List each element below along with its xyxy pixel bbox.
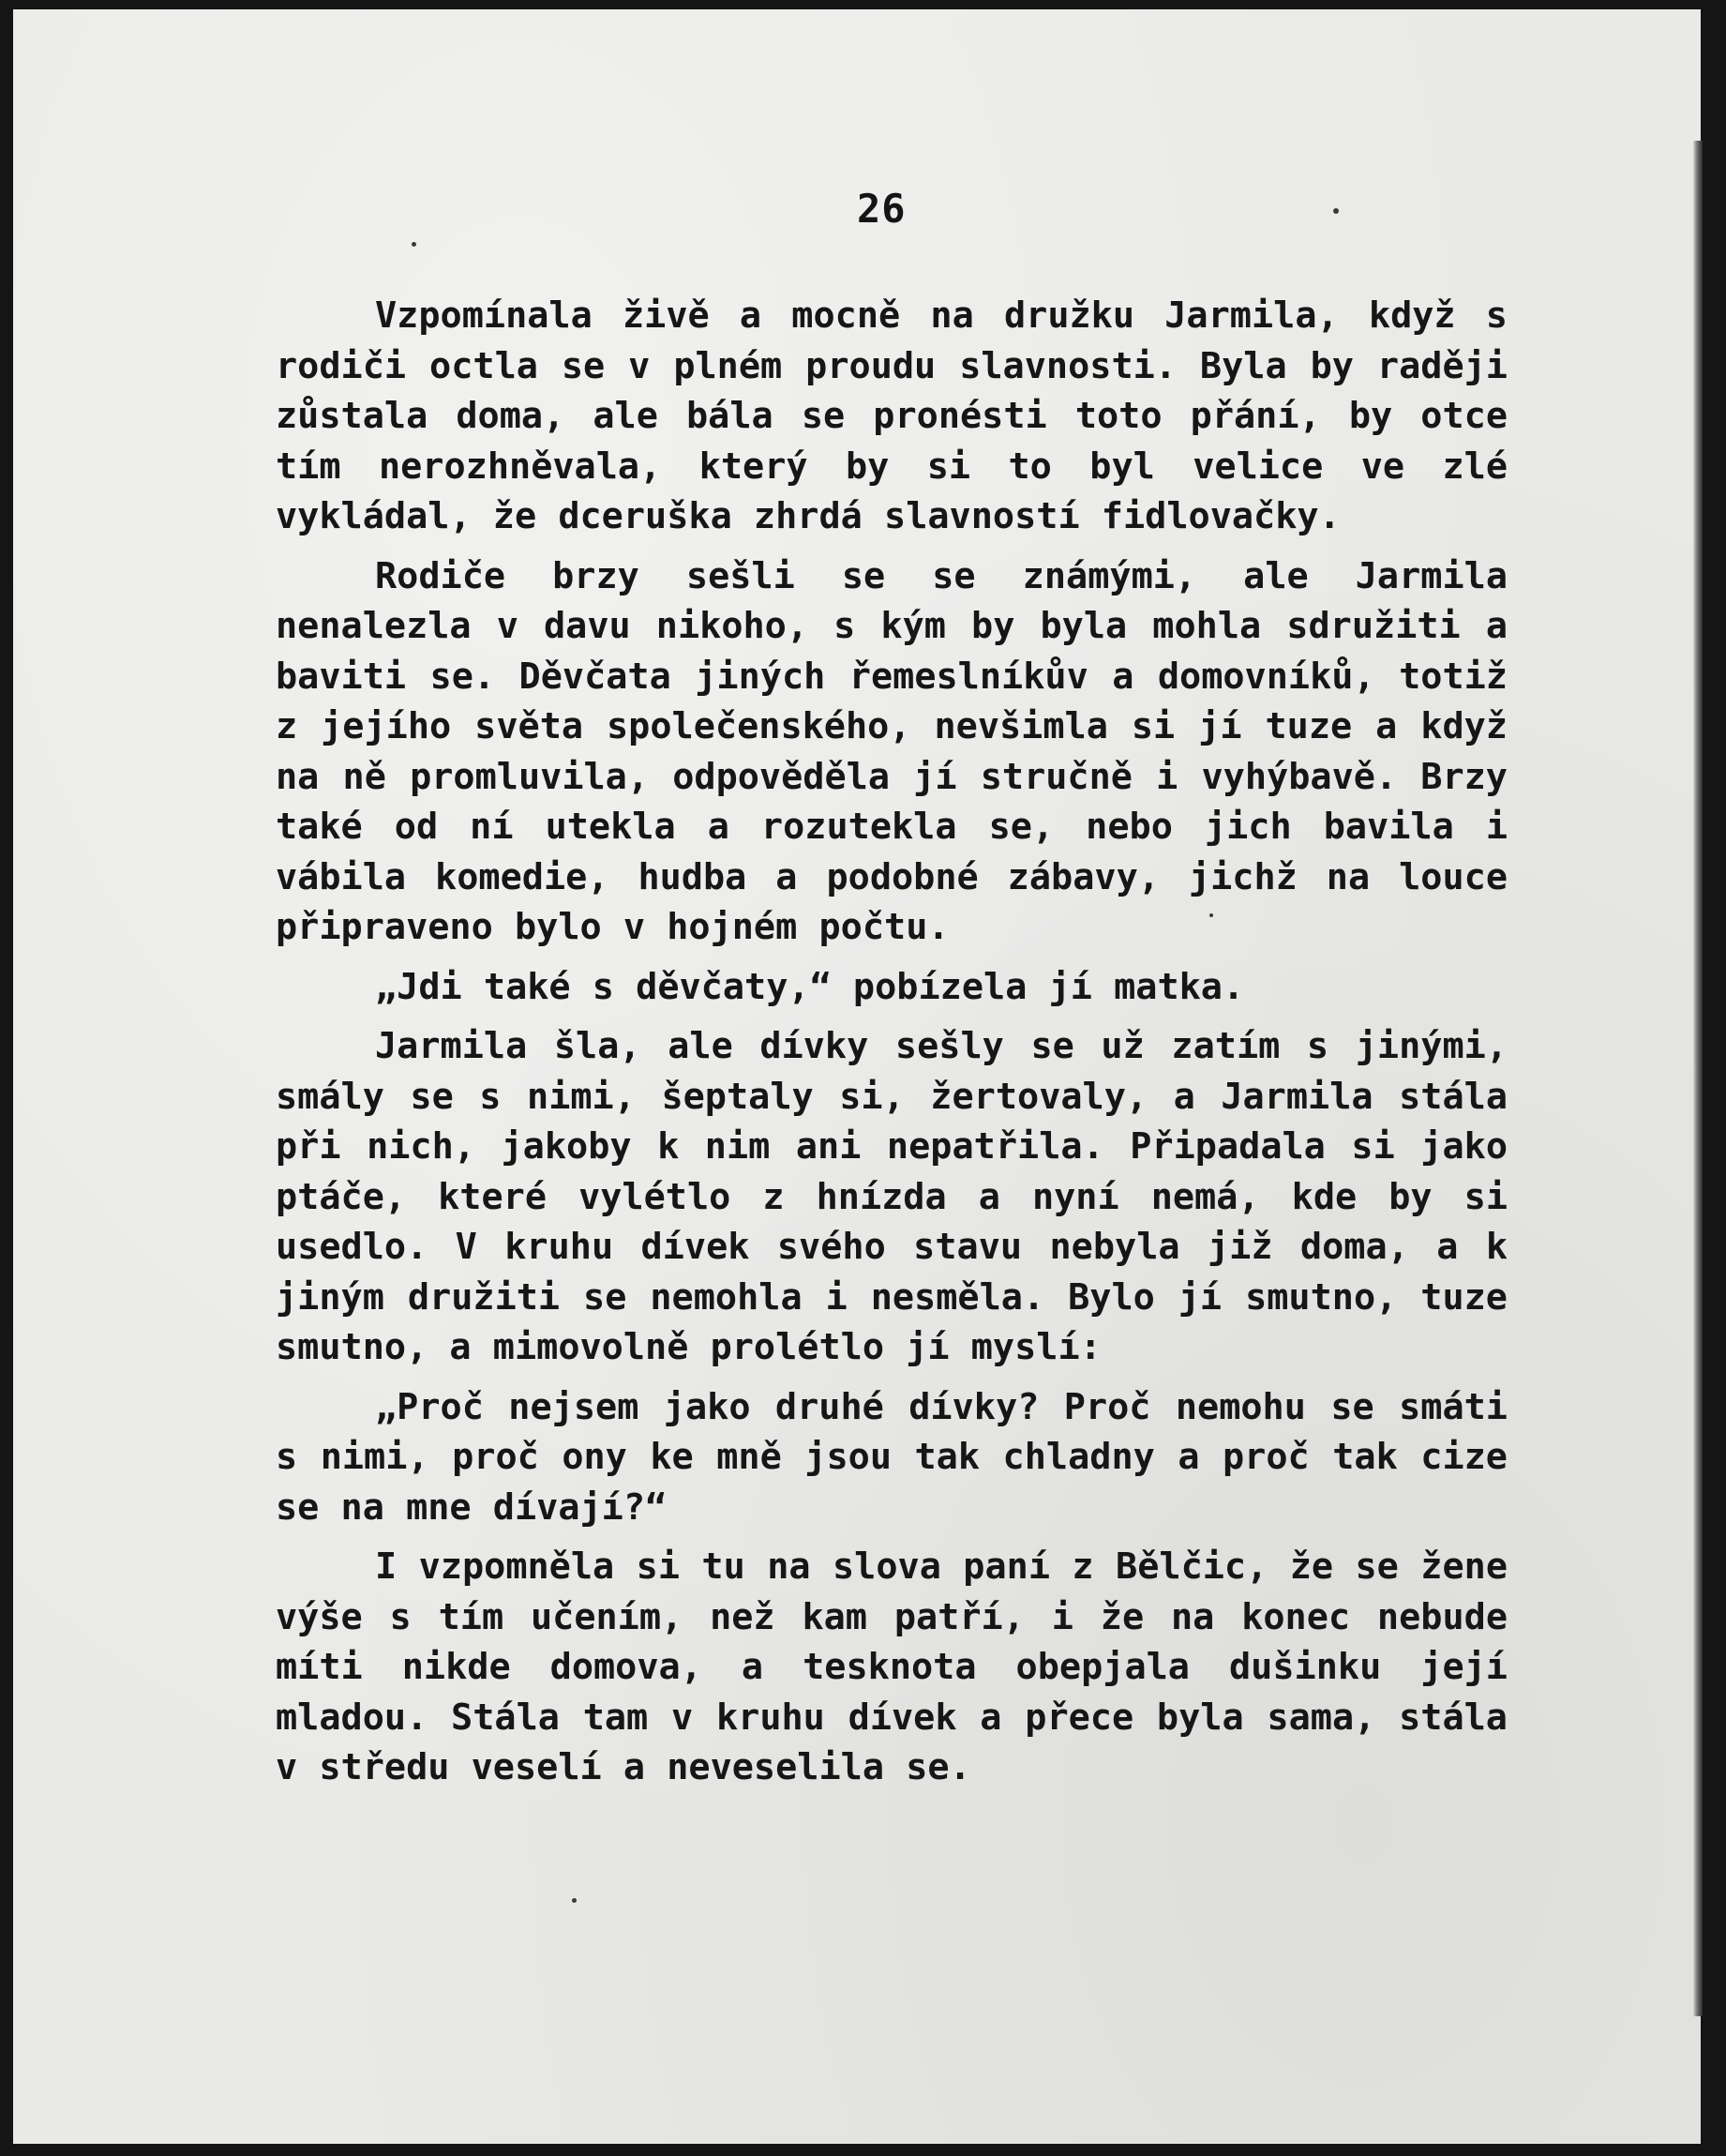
paragraph-1: Vzpomínala živě a mocně na družku Jarmila, když s rodiči octla se v plném proudu slavnosti. Byla by raději zůstala doma, ale bála se pronésti toto přání, by otce tím nerozhněvala, který by si to byl velice ve zlé vykládal, že dceruška zhrdá slavností fidlovačky. [276,294,1508,537]
paragraph-5: „Proč nejsem jako druhé dívky? Proč nemohu se smáti s nimi, proč ony ke mně jsou tak chladny a proč tak cize se na mne dívají?“ [276,1385,1508,1529]
ink-speck [1209,913,1213,917]
paragraph-6: I vzpomněla si tu na slova paní z Bělčic, že se žene výše s tím učením, než kam patří, i že na konec nebude míti nikde domova, a tesknota obepjala dušinku její mladou. Stála tam v kruhu dívek a přece byla sama, stála v středu veselí a neveselila se. [276,1545,1508,1788]
book-page [13,9,1701,2144]
page-number: 26 [857,186,907,232]
body-text [276,291,1508,1797]
paragraph-2: Rodiče brzy sešli se se známými, ale Jarmila nenalezla v davu nikoho, s kým by byla mohla sdružiti a baviti se. Děvčata jiných řemeslníkův a domovníků, totiž z jejího světa společenského, nevšimla si jí tuze a když na ně promluvila, odpověděla jí stručně i vyhýbavě. Brzy také od ní utekla a rozutekla se, nebo jich bavila i vábila komedie, hudba a podobné zábavy, jichž na louce připraveno bylo v hojném počtu. [276,554,1508,948]
ink-speck [1333,208,1339,214]
paragraph-4: Jarmila šla, ale dívky sešly se už zatím s jinými, smály se s nimi, šeptaly si, žertovaly, a Jarmila stála při nich, jakoby k nim ani nepatřila. Připadala si jako ptáče, které vylétlo z hnízda a nyní nemá, kde by si usedlo. V kruhu dívek svého stavu nebyla již doma, a k jiným družiti se nemohla i nesměla. Bylo jí smutno, tuze smutno, a mimovolně prolétlo jí myslí: [276,1025,1508,1368]
ink-speck [412,242,416,247]
paragraph-3: „Jdi také s děvčaty,“ pobízela jí matka. [375,965,1245,1008]
binding-edge [1693,141,1703,2016]
ink-speck [572,1898,577,1903]
